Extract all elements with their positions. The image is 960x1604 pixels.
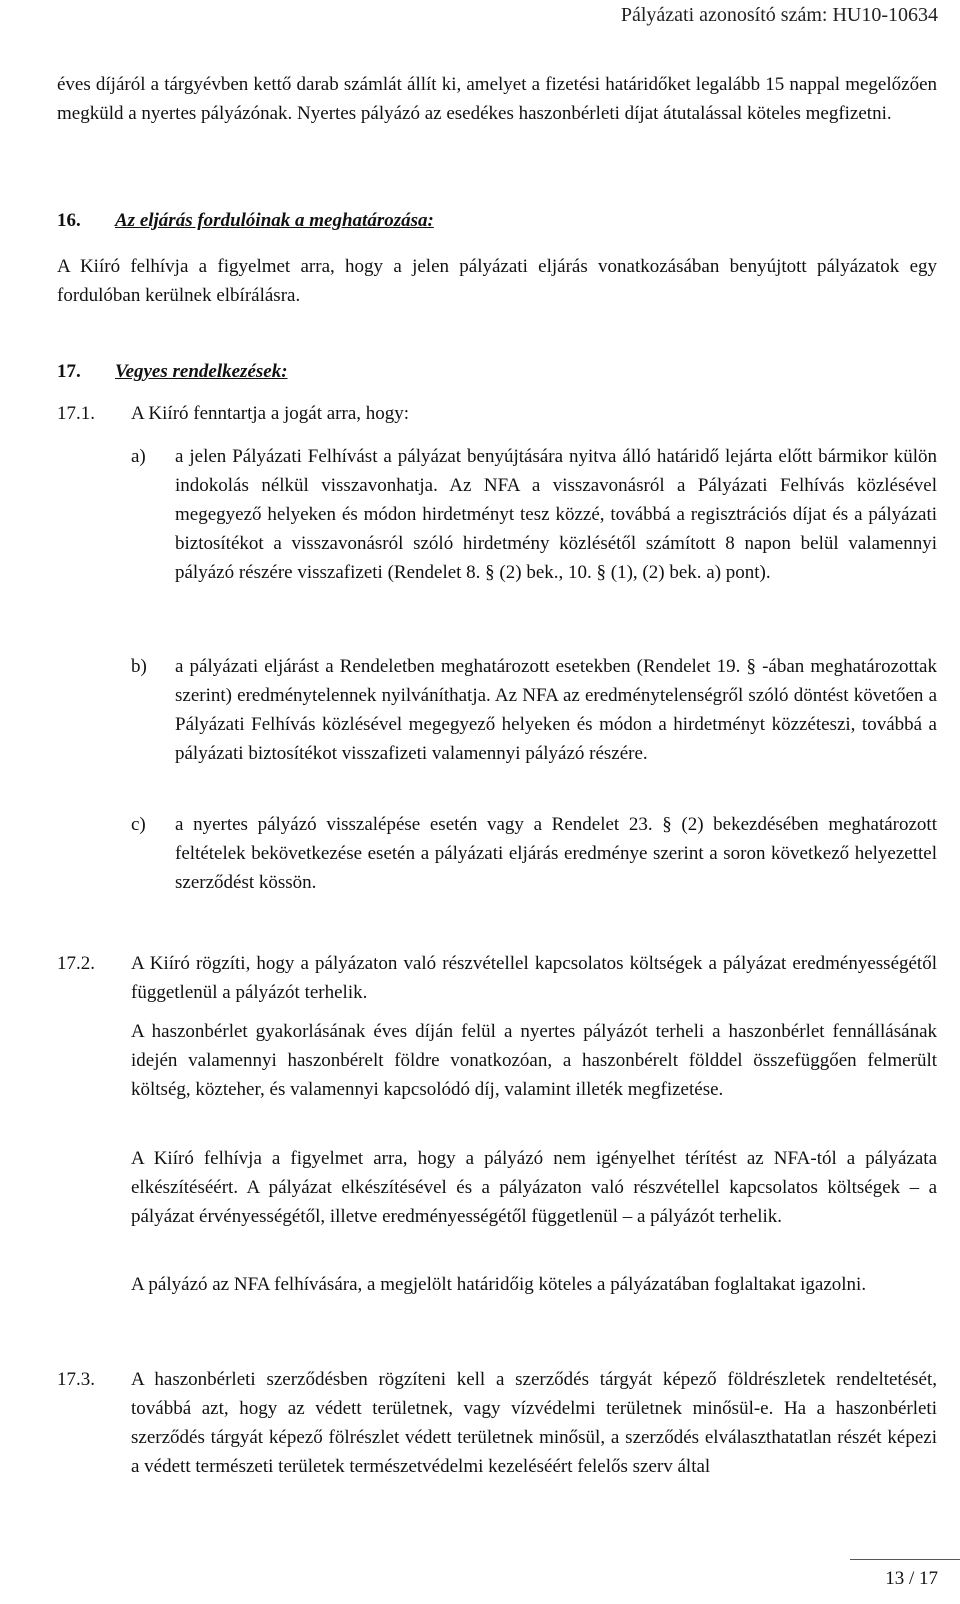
item-a-text: a jelen Pályázati Felhívást a pályázat benyújtására nyitva álló határidő lejárta előtt bármikor külön indokolás nélkül visszavonhatja. Az NFA a visszavonásról a Pályázati Felhívás közlésével megegyező helyeken és módon hirdetményt tesz közzé, továbbá a regisztrációs díjat és a pályázati biztosítékot a visszavonásról szóló hirdetmény közlésétől számított 8 napon belül valamennyi pályázó részére visszafizeti (Rendelet 8. § (2) bek., 10. § (1), (2) bek. a) pont). [175,446,937,583]
section-17-title: Vegyes rendelkezések: [115,361,288,382]
subsection-17-2-paragraph-3: A Kiíró felhívja a figyelmet arra, hogy a pályázó nem igényelhet térítést az NFA-tól a pályázata elkészítéséért. A pályázat elkészítésével és a pályázaton való részvétellel kapcsolatos költségek – a pályázat érvényességétől, illetve eredményességétől függetlenül – a pályázót terhelik. [131,1148,937,1227]
subsection-17-2-paragraph-4: A pályázó az NFA felhívására, a megjelölt határidőig köteles a pályázatában foglaltakat igazolni. [131,1274,867,1295]
subsection-17-3-text: A haszonbérleti szerződésben rögzíteni kell a szerződés tárgyát képező földrészletek rendeltetését, továbbá azt, hogy az védett területnek, vagy vízvédelmi területnek minősül-e. Ha a haszonbérleti szerződés tárgyát képező fölrészlet védett területnek minősül, a szerződés elválaszthatatlan részét képezi a védett természeti területek természetvédelmi kezeléséért felelős szerv által [131,1369,937,1477]
item-c-text: a nyertes pályázó visszalépése esetén vagy a Rendelet 23. § (2) bekezdésében meghatározott feltételek bekövetkezése esetén a pályázati eljárás eredménye szerint a soron következő helyezettel szerződést kössön. [175,814,937,893]
subsection-17-2-paragraph-2: A haszonbérlet gyakorlásának éves díján felül a nyertes pályázót terheli a haszonbérlet fennállásának idején valamennyi haszonbérelt földre vonatkozóan, a haszonbérelt földdel összefüggően felmerült költség, közteher, és valamennyi kapcsolódó díj, valamint illeték megfizetése. [131,1021,937,1100]
subsection-17-2-paragraph-1: A Kiíró rögzíti, hogy a pályázaton való részvétellel kapcsolatos költségek a pályázat eredményességétől függetlenül a pályázót terhelik. [131,953,937,1003]
item-b-text: a pályázati eljárást a Rendeletben meghatározott esetekben (Rendelet 19. § -ában meghatározottak szerint) eredménytelennek nyilváníthatja. Az NFA az eredménytelenségről szóló döntést követően a Pályázati Felhívás közlésével megegyező helyeken és módon a hirdetményt közzéteszi, továbbá a pályázati biztosítékot visszafizeti valamennyi pályázó részére. [175,656,937,764]
subsection-17-1-lead: A Kiíró fenntartja a jogát arra, hogy: [131,403,410,424]
item-c-letter: c) [131,814,146,835]
subsection-17-3-label: 17.3. [57,1369,95,1390]
item-a-letter: a) [131,446,146,467]
section-16-title: Az eljárás fordulóinak a meghatározása: [115,210,434,231]
section-16-number: 16. [57,210,81,231]
section-16-text: A Kiíró felhívja a figyelmet arra, hogy a jelen pályázati eljárás vonatkozásában benyújtott pályázatok egy fordulóban kerülnek elbírálásra. [57,256,937,306]
item-b-letter: b) [131,656,147,677]
section-17-heading [57,361,288,383]
section-17-number: 17. [57,361,81,382]
document-id-header: Pályázati azonosító szám: HU10-10634 [620,4,938,26]
footer-divider [850,1559,960,1560]
section-16-heading [57,210,434,232]
subsection-17-2-label: 17.2. [57,953,95,974]
subsection-17-1-label: 17.1. [57,403,95,424]
page-number: 13 / 17 [885,1568,938,1589]
intro-paragraph: éves díjáról a tárgyévben kettő darab számlát állít ki, amelyet a fizetési határidőket legalább 15 nappal megelőzően megküld a nyertes pályázónak. Nyertes pályázó az esedékes haszonbérleti díjat átutalással köteles megfizetni. [57,74,937,124]
